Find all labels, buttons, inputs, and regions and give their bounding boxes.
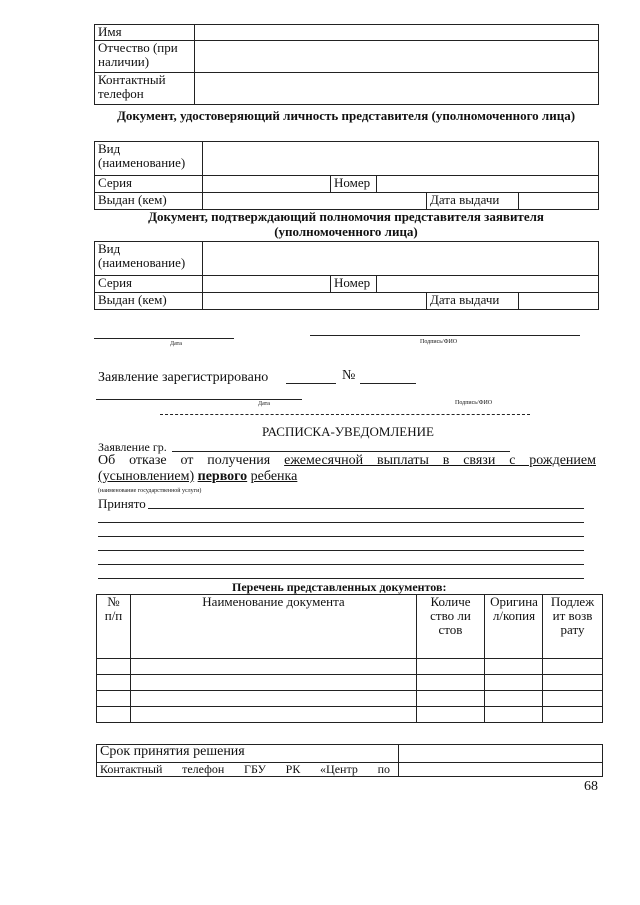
table-row[interactable]: [97, 691, 603, 707]
refusal-line-1: [98, 453, 596, 469]
refusal-end: ребенка: [250, 469, 298, 484]
authority-date-field[interactable]: [519, 293, 599, 310]
authority-nomer-label: Номер: [331, 276, 377, 293]
identity-nomer-label: Номер: [331, 176, 377, 193]
applicant-field[interactable]: [172, 451, 510, 452]
cut-line: [160, 414, 530, 415]
table-row[interactable]: [97, 675, 603, 691]
registration-date-field[interactable]: [286, 383, 336, 384]
authority-vydan-label: Выдан (кем): [95, 293, 203, 310]
table-row[interactable]: [97, 659, 603, 675]
registration-date-caption: Дата: [258, 401, 270, 407]
identity-vid-label: Вид (наименование): [95, 142, 203, 176]
phone-field[interactable]: [195, 73, 599, 105]
col-return-header: Подлежит возврату: [543, 595, 603, 659]
refusal-underlined-1: ежемесячной выплаты в связи с рождением: [284, 453, 596, 468]
accepted-line-5[interactable]: [98, 564, 584, 565]
applicant-label: Заявление гр.: [98, 440, 167, 454]
registration-number-field[interactable]: [360, 383, 416, 384]
authority-seriya-field[interactable]: [203, 276, 331, 293]
registration-text: Заявление зарегистрировано: [98, 370, 269, 385]
col-num-header: № п/п: [97, 595, 131, 659]
patronymic-label: Отчество (при наличии): [95, 41, 195, 73]
identity-vid-field[interactable]: [203, 142, 599, 176]
identity-doc-table: [94, 141, 599, 210]
docs-table-title: Перечень представленных документов:: [232, 580, 447, 594]
registration-sign-caption: Подпись/ФИО: [455, 400, 493, 406]
accepted-line-1[interactable]: [148, 508, 584, 509]
date-caption: Дата: [170, 341, 182, 347]
registration-number-sign: №: [342, 368, 356, 383]
identity-seriya-label: Серия: [95, 176, 203, 193]
authority-date-label: Дата выдачи: [427, 293, 519, 310]
contact-phone-field[interactable]: [399, 763, 603, 777]
table-row[interactable]: [97, 707, 603, 723]
refusal-underlined-2: (усыновлением): [98, 469, 195, 484]
date-line[interactable]: [94, 338, 234, 339]
signature-line[interactable]: [310, 335, 580, 336]
accepted-line-4[interactable]: [98, 550, 584, 551]
documents-table: [96, 594, 603, 723]
phone-label: Контактный телефон: [95, 73, 195, 105]
patronymic-field[interactable]: [195, 41, 599, 73]
identity-date-label: Дата выдачи: [427, 193, 519, 210]
accepted-line-6[interactable]: [98, 578, 584, 579]
col-count-header: Количество листов: [417, 595, 485, 659]
identity-section-title: Документ, удостоверяющий личность представителя (уполномоченного лица): [116, 108, 576, 123]
authority-vid-label: Вид (наименование): [95, 242, 203, 276]
authority-vid-field[interactable]: [203, 242, 599, 276]
identity-vydan-label: Выдан (кем): [95, 193, 203, 210]
accepted-label: Принято: [98, 496, 146, 511]
col-name-header: Наименование документа: [131, 595, 417, 659]
decision-term-label: Срок принятия решения: [97, 745, 399, 763]
identity-date-field[interactable]: [519, 193, 599, 210]
name-label: Имя: [95, 25, 195, 41]
authority-seriya-label: Серия: [95, 276, 203, 293]
applicant-info-table: [94, 24, 599, 105]
refusal-bold: первого: [197, 469, 248, 484]
signature-caption: Подпись/ФИО: [420, 339, 458, 345]
decision-term-field[interactable]: [399, 745, 603, 763]
authority-vydan-field[interactable]: [203, 293, 427, 310]
identity-nomer-field[interactable]: [377, 176, 599, 193]
identity-seriya-field[interactable]: [203, 176, 331, 193]
identity-vydan-field[interactable]: [203, 193, 427, 210]
accepted-line-3[interactable]: [98, 536, 584, 537]
receipt-title: РАСПИСКА-УВЕДОМЛЕНИЕ: [262, 424, 434, 439]
col-original-header: Оригинал/копия: [485, 595, 543, 659]
authority-nomer-field[interactable]: [377, 276, 599, 293]
authority-doc-table: [94, 241, 599, 310]
refusal-prefix: Об отказе от получения: [98, 453, 271, 468]
registration-date-line[interactable]: [96, 399, 302, 400]
authority-section-title: Документ, подтверждающий полномочия представителя заявителя (уполномоченного лица): [148, 209, 544, 239]
accepted-line-2[interactable]: [98, 522, 584, 523]
refusal-line-2: [98, 469, 297, 485]
service-caption: (наименование государственной услуги): [98, 488, 202, 494]
name-field[interactable]: [195, 25, 599, 41]
page-number: 68: [584, 779, 598, 794]
footer-table: [96, 744, 603, 777]
contact-phone-label: Контактный телефон ГБУ РК «Центр по: [97, 763, 399, 777]
